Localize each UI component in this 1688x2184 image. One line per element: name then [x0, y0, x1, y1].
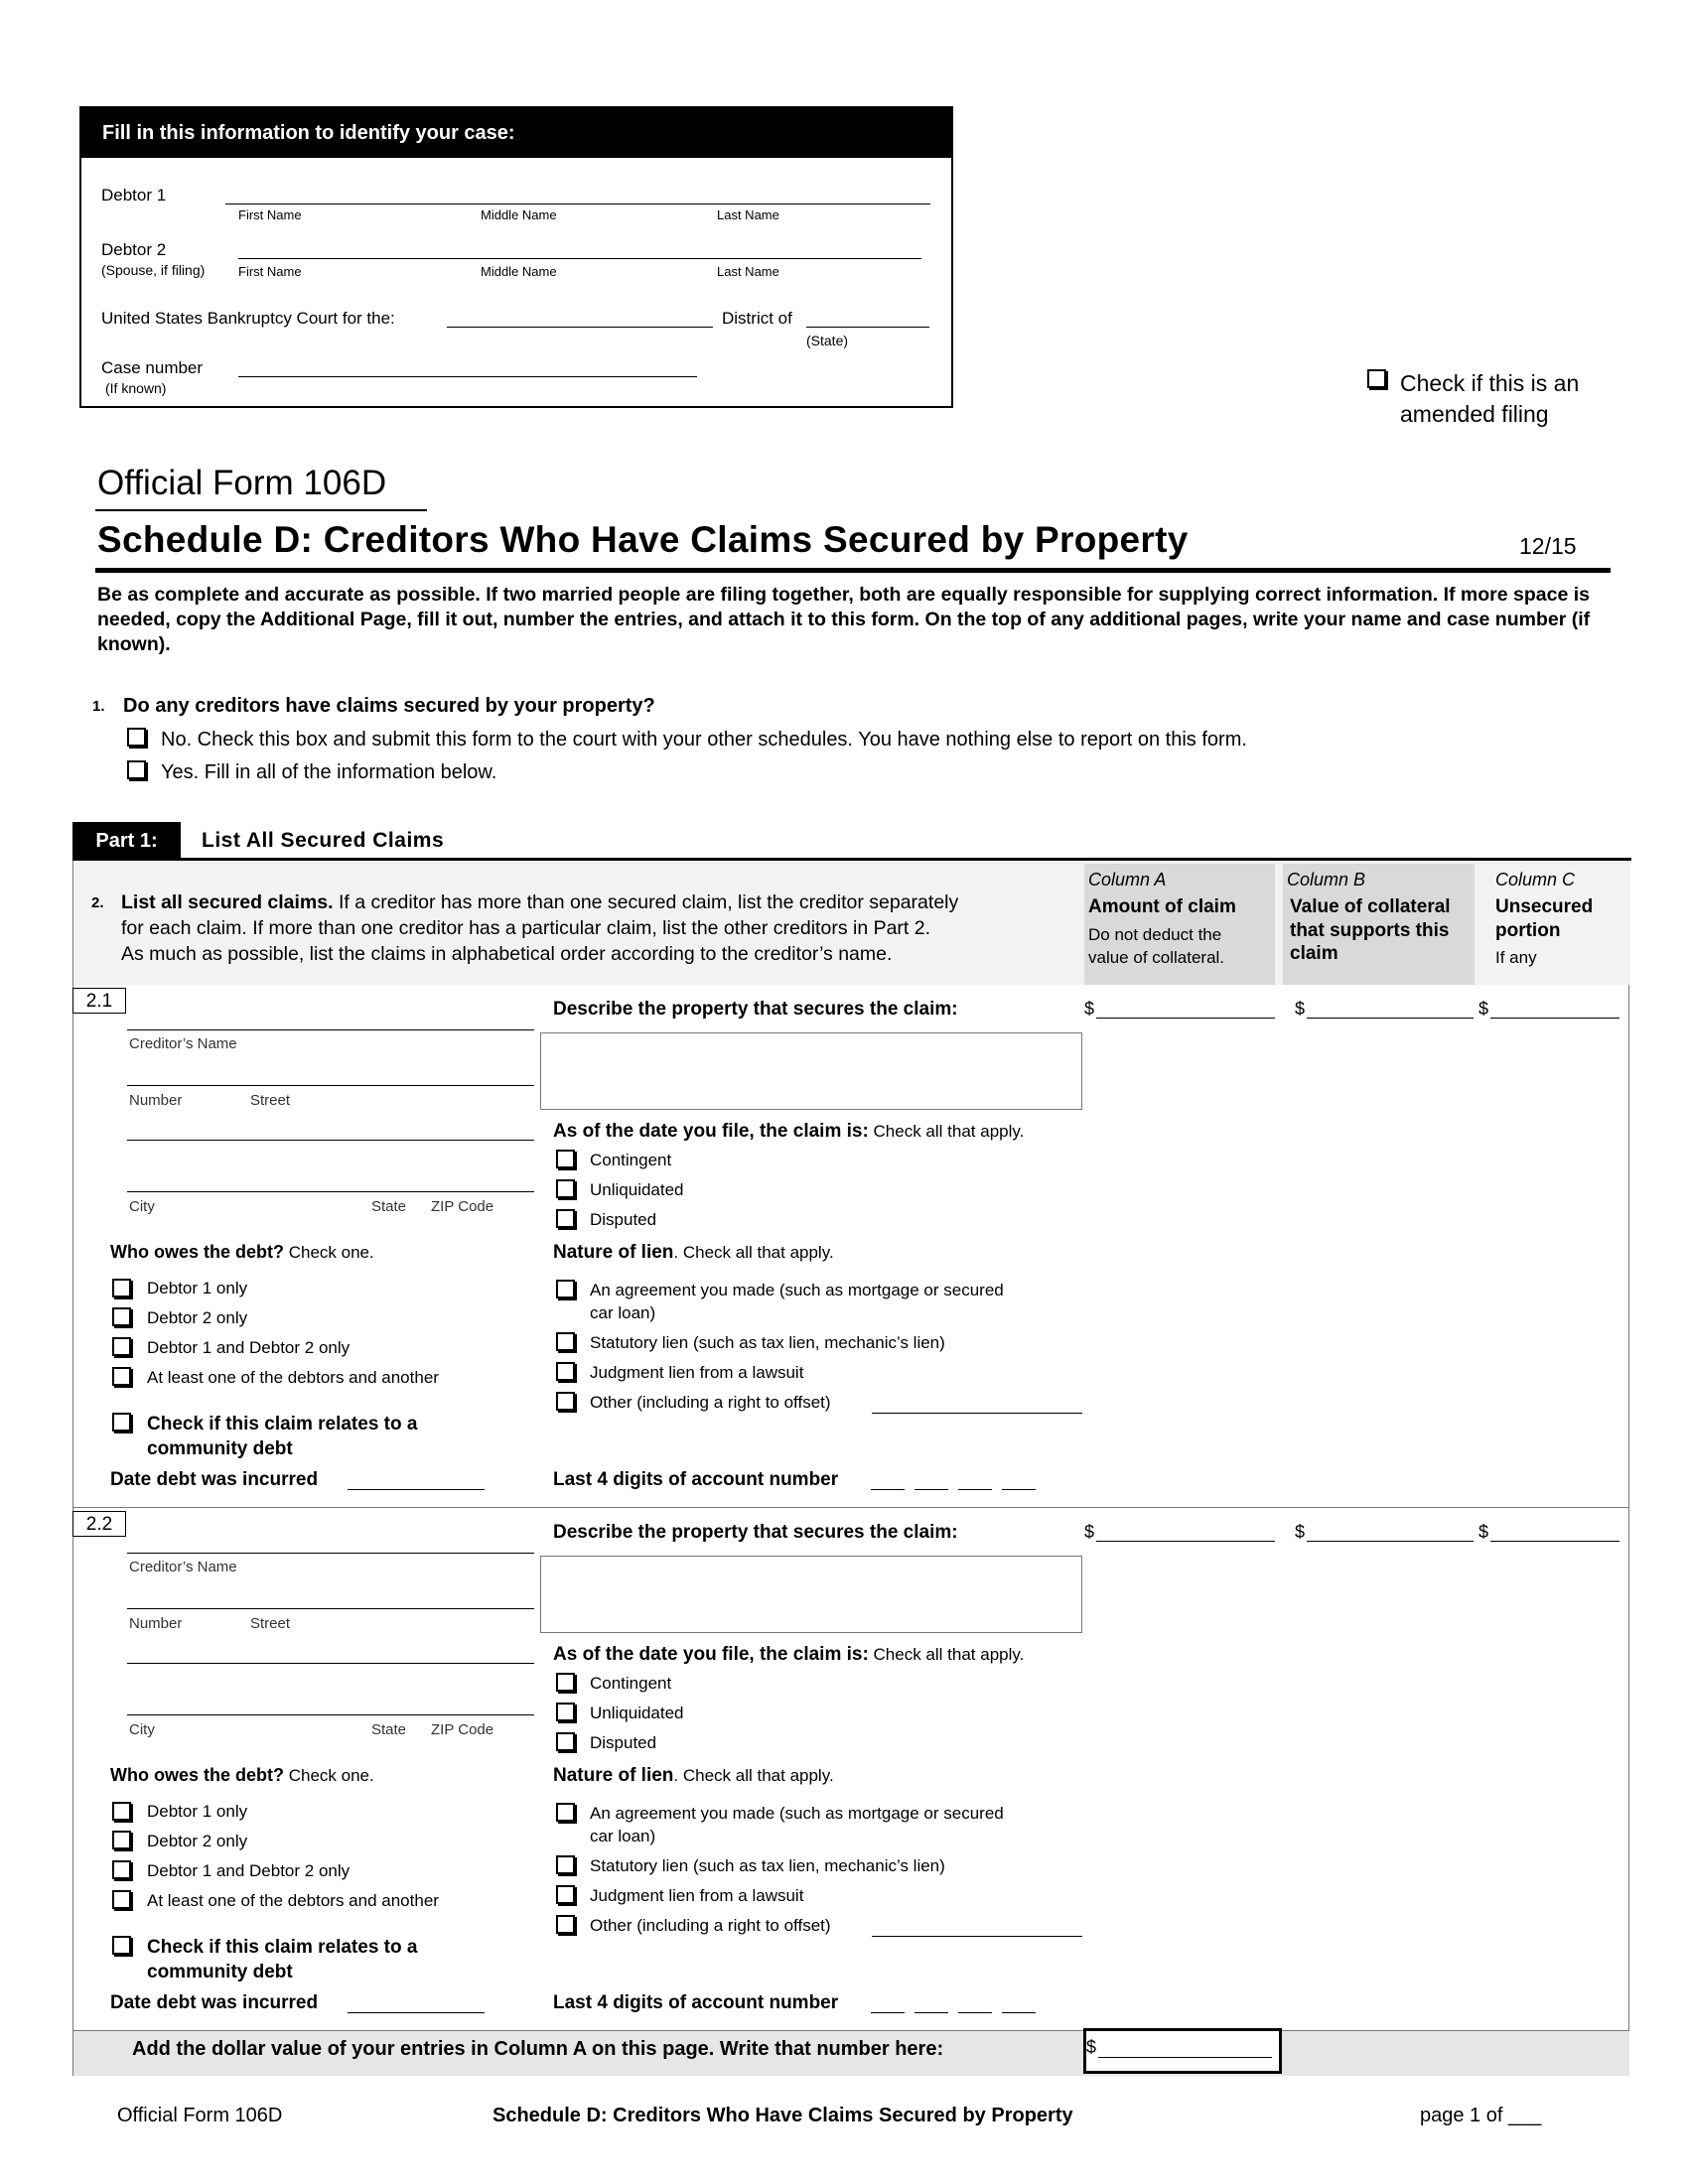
column-b-label: Column B: [1287, 870, 1366, 889]
amended-line1: Check if this is an: [1400, 370, 1580, 396]
nature-of-lien-heading: Nature of lien. Check all that apply.: [553, 1765, 834, 1786]
disputed-checkbox[interactable]: [556, 1732, 575, 1751]
account-digit-field[interactable]: [958, 1489, 992, 1490]
street-field[interactable]: [127, 1085, 534, 1086]
claim-number: 2.1: [72, 988, 126, 1014]
disputed-label: Disputed: [590, 1733, 657, 1752]
number-caption: Number: [129, 1615, 183, 1632]
at-least-one-label: At least one of the debtors and another: [147, 1891, 439, 1910]
footer-form-number: Official Form 106D: [117, 2105, 283, 2126]
address-line2-field[interactable]: [127, 1140, 534, 1141]
footer-title: Schedule D: Creditors Who Have Claims Secured by Property: [492, 2105, 1073, 2126]
debtor2-only-checkbox[interactable]: [112, 1307, 131, 1326]
creditor-name-caption: Creditor’s Name: [129, 1035, 237, 1052]
agreement-label1: An agreement you made (such as mortgage or secured: [590, 1804, 1004, 1823]
state-caption: (State): [806, 333, 849, 348]
last4-label: Last 4 digits of account number: [553, 1469, 839, 1490]
debtor1-name-field[interactable]: [225, 204, 930, 205]
debtor1-label: Debtor 1: [101, 186, 167, 205]
part1-title: List All Secured Claims: [202, 829, 445, 852]
agreement-label2: car loan): [590, 1827, 656, 1845]
claim-entry: [0, 988, 1688, 1511]
column-c-title2: portion: [1495, 920, 1561, 941]
column-b-amount-field[interactable]: [1307, 1541, 1474, 1542]
instructions: Be as complete and accurate as possible. If two married people are filing together, both are equally responsible for supplying correct information. If more space is needed, copy the Additional Page, fill it out, number the entries, and attach it to this form. On the top of any additional pages, write your name and case number (if known).: [97, 584, 1591, 655]
street-caption: Street: [250, 1615, 291, 1632]
contingent-label: Contingent: [590, 1674, 672, 1693]
column-b-title2: that supports this: [1290, 920, 1450, 941]
account-digit-field[interactable]: [1002, 1489, 1036, 1490]
column-c-amount-field[interactable]: [1490, 1018, 1619, 1019]
debtor2-label: Debtor 2: [101, 240, 167, 259]
column-a-sub1: Do not deduct the: [1088, 925, 1222, 944]
footer-page: page 1 of ___: [1420, 2105, 1542, 2126]
middle-name-caption: Middle Name: [481, 264, 557, 279]
date-incurred-field[interactable]: [348, 1489, 485, 1490]
city-state-zip-field[interactable]: [127, 1714, 534, 1715]
debtor2-only-label: Debtor 2 only: [147, 1308, 248, 1327]
case-info-box: [79, 106, 953, 408]
disputed-label: Disputed: [590, 1210, 657, 1229]
account-digit-field[interactable]: [871, 1489, 905, 1490]
contingent-label: Contingent: [590, 1151, 672, 1169]
as-of-heading: As of the date you file, the claim is: Check all that apply.: [553, 1121, 1025, 1142]
agreement-checkbox[interactable]: [556, 1280, 575, 1298]
column-c-label: Column C: [1495, 870, 1576, 889]
zip-caption: ZIP Code: [431, 1198, 494, 1215]
statutory-lien-label: Statutory lien (such as tax lien, mechanic’s lien): [590, 1856, 945, 1875]
q1-yes-checkbox[interactable]: [127, 760, 146, 779]
q1-yes-label: Yes. Fill in all of the information below.: [161, 761, 497, 783]
other-lien-label: Other (including a right to offset): [590, 1916, 831, 1935]
date-incurred-field[interactable]: [348, 2012, 485, 2013]
judgment-lien-label: Judgment lien from a lawsuit: [590, 1886, 804, 1905]
account-digit-field[interactable]: [914, 2012, 948, 2013]
column-b-dollar: $: [1295, 999, 1306, 1019]
column-b-dollar: $: [1295, 1522, 1306, 1542]
amended-line2: amended filing: [1400, 401, 1549, 427]
debtor1-only-label: Debtor 1 only: [147, 1802, 248, 1821]
date-incurred-label: Date debt was incurred: [110, 1469, 319, 1490]
column-c-dollar: $: [1478, 1522, 1489, 1542]
debtor1-only-checkbox[interactable]: [112, 1279, 131, 1297]
unliquidated-label: Unliquidated: [590, 1704, 684, 1722]
form-version: 12/15: [1519, 533, 1577, 559]
account-digit-field[interactable]: [914, 1489, 948, 1490]
q2-number: 2.: [91, 894, 104, 911]
title-rule: [95, 568, 1611, 573]
last-name-caption: Last Name: [717, 207, 779, 222]
form-title: Schedule D: Creditors Who Have Claims Secured by Property: [97, 519, 1189, 560]
official-form-number: Official Form 106D: [97, 464, 387, 502]
case-number-field[interactable]: [238, 376, 697, 377]
contingent-checkbox[interactable]: [556, 1673, 575, 1692]
debtor2-only-label: Debtor 2 only: [147, 1832, 248, 1850]
contingent-checkbox[interactable]: [556, 1150, 575, 1168]
q2-text2: for each claim. If more than one creditor has a particular claim, list the other creditors in Part 2.: [121, 917, 931, 939]
column-b-amount-field[interactable]: [1307, 1018, 1474, 1019]
debtor2-sub-label: (Spouse, if filing): [101, 262, 206, 278]
judgment-lien-label: Judgment lien from a lawsuit: [590, 1363, 804, 1382]
district-label: District of: [722, 309, 792, 328]
column-a-amount-field[interactable]: [1096, 1018, 1275, 1019]
agreement-checkbox[interactable]: [556, 1803, 575, 1822]
at-least-one-checkbox[interactable]: [112, 1367, 131, 1386]
last-name-caption: Last Name: [717, 264, 779, 279]
column-a-sub2: value of collateral.: [1088, 948, 1225, 967]
city-state-zip-field[interactable]: [127, 1191, 534, 1192]
statutory-lien-label: Statutory lien (such as tax lien, mechanic’s lien): [590, 1333, 945, 1352]
other-lien-checkbox[interactable]: [556, 1915, 575, 1934]
agreement-label1: An agreement you made (such as mortgage or secured: [590, 1281, 1004, 1299]
column-b-header: [1283, 864, 1475, 985]
nature-of-lien-heading: Nature of lien. Check all that apply.: [553, 1242, 834, 1263]
column-a-dollar: $: [1084, 1522, 1095, 1542]
debtor1-only-label: Debtor 1 only: [147, 1279, 248, 1297]
total-instruction: Add the dollar value of your entries in Column A on this page. Write that number here:: [132, 2038, 944, 2060]
community-debt-checkbox[interactable]: [112, 1413, 131, 1432]
q2-instructions: [121, 889, 1074, 967]
q2-text3: As much as possible, list the claims in alphabetical order according to the creditor’s name.: [121, 943, 893, 965]
street-field[interactable]: [127, 1608, 534, 1609]
debtor1-and-2-checkbox[interactable]: [112, 1337, 131, 1356]
column-c-dollar: $: [1478, 999, 1489, 1019]
zip-caption: ZIP Code: [431, 1721, 494, 1738]
describe-property-label: Describe the property that secures the claim:: [553, 1522, 958, 1543]
q1-number: 1.: [92, 698, 105, 715]
debtor1-and-2-checkbox[interactable]: [112, 1860, 131, 1879]
statutory-lien-checkbox[interactable]: [556, 1855, 575, 1874]
other-lien-checkbox[interactable]: [556, 1392, 575, 1411]
number-caption: Number: [129, 1092, 183, 1109]
agreement-label2: car loan): [590, 1303, 656, 1322]
unliquidated-checkbox[interactable]: [556, 1703, 575, 1721]
q1-no-label: No. Check this box and submit this form to the court with your other schedules. You have nothing else to report on this form.: [161, 729, 1247, 751]
if-known-caption: (If known): [105, 380, 167, 396]
column-a-header: [1084, 864, 1275, 985]
street-caption: Street: [250, 1092, 291, 1109]
creditor-name-field[interactable]: [127, 1029, 534, 1030]
community-debt-label2: community debt: [147, 1438, 293, 1459]
column-c-sub: If any: [1495, 948, 1537, 967]
court-label: United States Bankruptcy Court for the:: [101, 309, 395, 328]
city-caption: City: [129, 1721, 155, 1738]
last4-label: Last 4 digits of account number: [553, 1992, 839, 2013]
column-a-dollar: $: [1084, 999, 1095, 1019]
q1-no-checkbox[interactable]: [127, 728, 146, 747]
column-b-title1: Value of collateral: [1290, 896, 1451, 917]
creditor-name-field[interactable]: [127, 1553, 534, 1554]
account-digit-field[interactable]: [871, 2012, 905, 2013]
q2-bold: List all secured claims.: [121, 891, 334, 913]
first-name-caption: First Name: [238, 207, 302, 222]
column-a-label: Column A: [1088, 870, 1167, 889]
other-lien-label: Other (including a right to offset): [590, 1393, 831, 1412]
column-c-header: [1481, 864, 1629, 985]
community-debt-label2: community debt: [147, 1962, 293, 1982]
judgment-lien-checkbox[interactable]: [556, 1885, 575, 1904]
creditor-name-caption: Creditor’s Name: [129, 1559, 237, 1575]
unliquidated-checkbox[interactable]: [556, 1179, 575, 1198]
total-amount-box[interactable]: [1083, 2028, 1282, 2074]
case-info-header: Fill in this information to identify your case:: [81, 108, 951, 158]
account-digit-field[interactable]: [1002, 2012, 1036, 2013]
debtor1-only-checkbox[interactable]: [112, 1802, 131, 1821]
city-caption: City: [129, 1198, 155, 1215]
amended-filing-checkbox[interactable]: [1367, 369, 1386, 388]
debtor1-and-2-label: Debtor 1 and Debtor 2 only: [147, 1861, 351, 1880]
community-debt-label1: Check if this claim relates to a: [147, 1414, 418, 1434]
column-b-title3: claim: [1290, 943, 1338, 964]
property-description-field[interactable]: [540, 1032, 1082, 1110]
title-underline: [95, 509, 427, 511]
debtor1-and-2-label: Debtor 1 and Debtor 2 only: [147, 1338, 351, 1357]
case-number-label: Case number: [101, 358, 204, 377]
total-amount-line: [1098, 2057, 1272, 2058]
at-least-one-label: At least one of the debtors and another: [147, 1368, 439, 1387]
other-lien-field[interactable]: [872, 1936, 1082, 1937]
date-incurred-label: Date debt was incurred: [110, 1992, 319, 2013]
claim-divider: [72, 1507, 1629, 1508]
community-debt-checkbox[interactable]: [112, 1936, 131, 1955]
who-owes-heading: Who owes the debt? Check one.: [110, 1242, 374, 1262]
debtor2-name-field[interactable]: [238, 258, 921, 259]
state-caption: State: [371, 1721, 407, 1738]
column-c-title1: Unsecured: [1495, 896, 1594, 917]
judgment-lien-checkbox[interactable]: [556, 1362, 575, 1381]
part1-label: Part 1:: [72, 822, 181, 860]
debtor2-only-checkbox[interactable]: [112, 1831, 131, 1849]
disputed-checkbox[interactable]: [556, 1209, 575, 1228]
district-field[interactable]: [806, 327, 929, 328]
column-a-title: Amount of claim: [1088, 896, 1236, 917]
claim-entry: [0, 1511, 1688, 2034]
describe-property-label: Describe the property that secures the claim:: [553, 999, 958, 1020]
at-least-one-checkbox[interactable]: [112, 1890, 131, 1909]
as-of-heading: As of the date you file, the claim is: Check all that apply.: [553, 1644, 1025, 1665]
who-owes-heading: Who owes the debt? Check one.: [110, 1765, 374, 1785]
unliquidated-label: Unliquidated: [590, 1180, 684, 1199]
middle-name-caption: Middle Name: [481, 207, 557, 222]
statutory-lien-checkbox[interactable]: [556, 1332, 575, 1351]
account-digit-field[interactable]: [958, 2012, 992, 2013]
total-dollar: $: [1086, 2037, 1097, 2057]
community-debt-label1: Check if this claim relates to a: [147, 1937, 418, 1958]
q2-text1: If a creditor has more than one secured claim, list the creditor separately: [333, 891, 959, 913]
court-field[interactable]: [447, 327, 713, 328]
q1-question: Do any creditors have claims secured by your property?: [123, 695, 655, 717]
column-a-amount-field[interactable]: [1096, 1541, 1275, 1542]
claim-number: 2.2: [72, 1511, 126, 1537]
column-c-amount-field[interactable]: [1490, 1541, 1619, 1542]
first-name-caption: First Name: [238, 264, 302, 279]
state-caption: State: [371, 1198, 407, 1215]
other-lien-field[interactable]: [872, 1413, 1082, 1414]
property-description-field[interactable]: [540, 1556, 1082, 1633]
address-line2-field[interactable]: [127, 1663, 534, 1664]
